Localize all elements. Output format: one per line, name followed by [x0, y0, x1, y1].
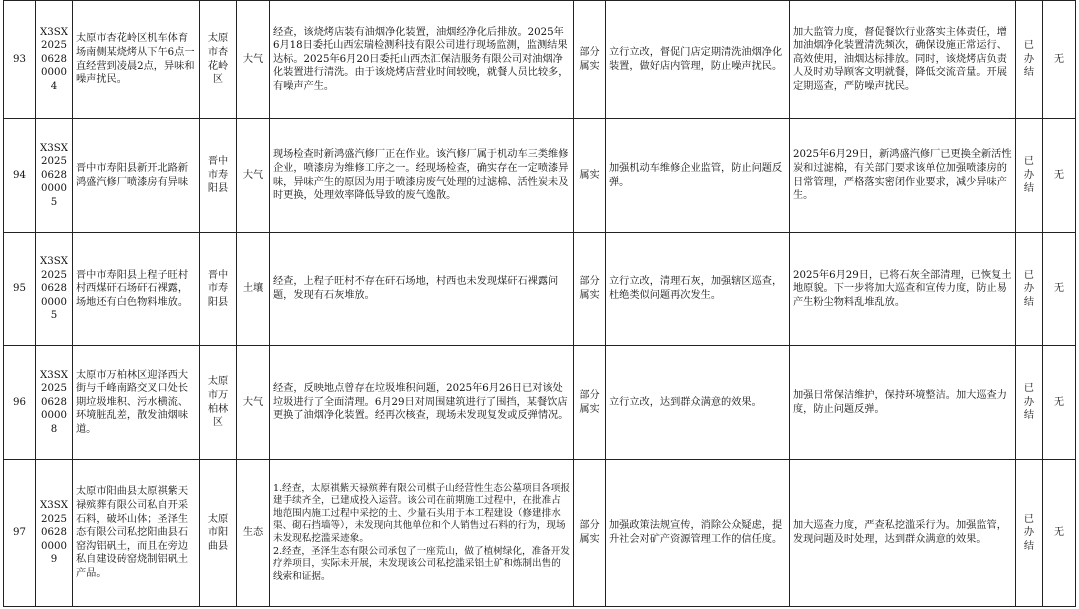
- rectification-result: 2025年6月29日，新鸿盛汽修厂已更换全新活性炭和过滤棉，有关部门要求该单位加强喷漆房的日常管理，严格落实密闭作业要求，减少异味产生。: [790, 119, 1016, 233]
- pollution-type: 大气: [237, 119, 270, 233]
- case-id: X3SX2025062800004: [36, 1, 73, 119]
- administrative-area: 晋中市寿阳县: [200, 233, 237, 346]
- rectification-result: 加大监管力度，督促餐饮行业落实主体责任，增加油烟净化装置清洗频次，确保设施正常运行、高效使用，油烟达标排放。同时，该烧烤店负责人及时劝导顾客文明就餐，降低交流音量。开展定期巡查，严防噪声扰民。: [790, 1, 1016, 119]
- administrative-area: 太原市万柏林区: [200, 346, 237, 460]
- investigation-result: 经查，上程子旺村不存在矸石场地，村西也未发现煤矸石裸露问题，发现有石灰堆放。: [270, 233, 574, 346]
- row-number: 94: [4, 119, 36, 233]
- case-status: 已办结: [1016, 346, 1043, 460]
- table-row: [4, 119, 1076, 233]
- accountability: 无: [1043, 1, 1076, 119]
- verification-verdict: 部分属实: [574, 460, 606, 607]
- table-row: [4, 460, 1076, 607]
- complaint-content: 晋中市寿阳县新开北路新鸿盛汽修厂喷漆房有异味: [73, 119, 200, 233]
- table-row: [4, 346, 1076, 460]
- table-row: [4, 233, 1076, 346]
- table-row: [4, 1, 1076, 119]
- pollution-type: 大气: [237, 346, 270, 460]
- case-id: X3SX2025062800008: [36, 346, 73, 460]
- table-body: [4, 1, 1076, 607]
- case-status: 已办结: [1016, 1, 1043, 119]
- case-id: X3SX2025062800005: [36, 233, 73, 346]
- verification-verdict: 属实: [574, 119, 606, 233]
- case-status: 已办结: [1016, 233, 1043, 346]
- handling-measure: 加强政策法规宣传，消除公众疑虑，提升社会对矿产资源管理工作的信任度。: [606, 460, 790, 607]
- row-number: 93: [4, 1, 36, 119]
- accountability: 无: [1043, 346, 1076, 460]
- investigation-result: 现场检查时新鸿盛汽修厂正在作业。该汽修厂属于机动车三类维修企业，喷漆房为维修工序之一。经现场检查，确实存在一定喷漆异味，异味产生的原因为用于喷漆房废气处理的过滤棉、活性炭未及时更换，处理效率降低导致的废气逸散。: [270, 119, 574, 233]
- verification-verdict: 部分属实: [574, 346, 606, 460]
- handling-measure: 加强机动车维修企业监管，防止问题反弹。: [606, 119, 790, 233]
- case-status: 已办结: [1016, 119, 1043, 233]
- verification-verdict: 部分属实: [574, 233, 606, 346]
- investigation-result: 经查，反映地点曾存在垃圾堆积问题，2025年6月26日已对该处垃圾进行了全面清理。6月29日对周围建筑进行了围挡，某餐饮店更换了油烟净化装置。经再次核查，现场未发现复发或反弹情况。: [270, 346, 574, 460]
- accountability: 无: [1043, 233, 1076, 346]
- case-id: X3SX2025062800005: [36, 119, 73, 233]
- accountability: 无: [1043, 119, 1076, 233]
- handling-measure: 立行立改，督促门店定期清洗油烟净化装置，做好店内管理，防止噪声扰民。: [606, 1, 790, 119]
- pollution-type: 生态: [237, 460, 270, 607]
- administrative-area: 太原市杏花岭区: [200, 1, 237, 119]
- case-status: 已办结: [1016, 460, 1043, 607]
- rectification-result: 加大巡查力度，严查私挖滥采行为。加强监管，发现问题及时处理，达到群众满意的效果。: [790, 460, 1016, 607]
- row-number: 95: [4, 233, 36, 346]
- petition-table: [3, 0, 1076, 607]
- verification-verdict: 部分属实: [574, 1, 606, 119]
- accountability: 无: [1043, 460, 1076, 607]
- handling-measure: 立行立改，达到群众满意的效果。: [606, 346, 790, 460]
- row-number: 97: [4, 460, 36, 607]
- pollution-type: 土壤: [237, 233, 270, 346]
- complaint-content: 晋中市寿阳县上程子旺村村西煤矸石场矸石裸露，场地还有白色物料堆放。: [73, 233, 200, 346]
- complaint-content: 太原市阳曲县太原祺紫天禄殡葬有限公司私自开采石料，破坏山体；圣泽生态有限公司私挖阳曲县石窑沟铝矾土，而且在旁边私自建设砖窑烧制铝矾土产品。: [73, 460, 200, 607]
- investigation-result: 经查，该烧烤店装有油烟净化装置，油烟经净化后排放。2025年6月18日委托山西宏瑞检测科技有限公司进行现场监测，监测结果达标。2025年6月20日委托山西杰汇保洁服务有限公司对油烟净化装置进行清洗。由于该烧烤店营业时间较晚，就餐人员比较多，有噪声产生。: [270, 1, 574, 119]
- pollution-type: 大气: [237, 1, 270, 119]
- complaint-content: 太原市杏花岭区机车体育场南侧某烧烤从下午6点一直经营到凌晨2点，异味和噪声扰民。: [73, 1, 200, 119]
- investigation-result: 1.经查，太原祺紫天禄殡葬有限公司棋子山经营性生态公墓项目各项报建手续齐全，已建成投入运营。该公司在前期施工过程中，在批准占地范围内施工过程中采挖的土、少量石头用于本工程建设（修建排水渠、砌石挡墙等），未发现向其他单位和个人销售过石料的行为，现场未发现私挖滥采迹象。 2.经查，圣泽生态有限公司承包了一座荒山，做了植树绿化，准备开发疗养项目，实际未开展，未发现该公司私挖滥采铝土矿和炼制出售的线索和证据。: [270, 460, 574, 607]
- case-id: X3SX2025062800009: [36, 460, 73, 607]
- row-number: 96: [4, 346, 36, 460]
- handling-measure: 立行立改，清理石灰，加强辖区巡查，杜绝类似问题再次发生。: [606, 233, 790, 346]
- complaint-content: 太原市万柏林区迎泽西大街与千峰南路交叉口处长期垃圾堆积、污水横流、环境脏乱差，散发油烟味道。: [73, 346, 200, 460]
- rectification-result: 加强日常保洁维护，保持环境整洁。加大巡查力度，防止问题反弹。: [790, 346, 1016, 460]
- administrative-area: 晋中市寿阳县: [200, 119, 237, 233]
- administrative-area: 太原市阳曲县: [200, 460, 237, 607]
- rectification-result: 2025年6月29日，已将石灰全部清理，已恢复土地原貌。下一步将加大巡查和宣传力度，防止易产生粉尘物料乱堆乱放。: [790, 233, 1016, 346]
